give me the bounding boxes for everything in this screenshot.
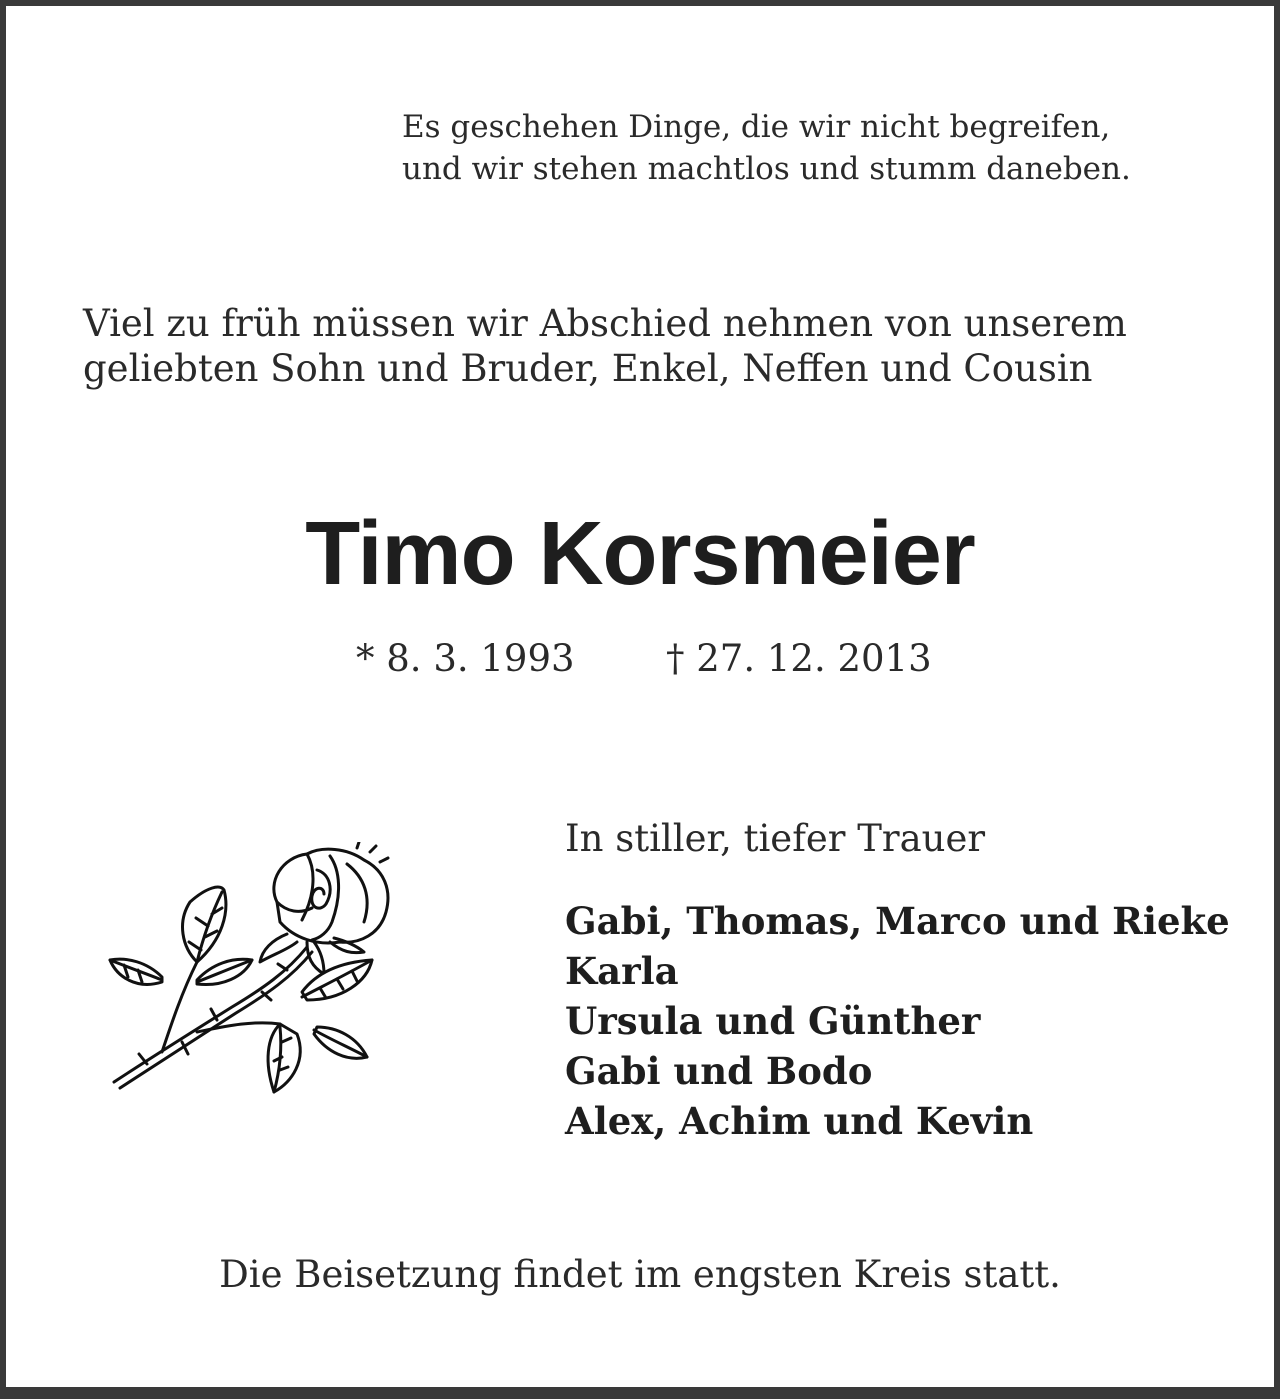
- rose-icon: [102, 842, 402, 1114]
- mourner-line: Gabi und Bodo: [565, 1049, 873, 1093]
- obituary-notice: [6, 6, 1274, 1387]
- burial-note: Die Beisetzung findet im engsten Kreis statt.: [219, 1253, 1061, 1296]
- death-date: † 27. 12. 2013: [666, 637, 932, 680]
- intro-line-1: Viel zu früh müssen wir Abschied nehmen von unserem: [83, 302, 1127, 345]
- intro-line-2: geliebten Sohn und Bruder, Enkel, Neffen und Cousin: [83, 347, 1093, 390]
- mourner-line: Ursula und Günther: [565, 999, 981, 1043]
- motto-line-2: und wir stehen machtlos und stumm daneben.: [402, 151, 1131, 187]
- mourning-label: In stiller, tiefer Trauer: [565, 817, 986, 860]
- intro-text: [83, 301, 1243, 391]
- motto-quote: [402, 106, 1232, 190]
- deceased-name: Timo Korsmeier: [305, 504, 975, 604]
- mourner-line: Karla: [565, 949, 679, 993]
- mourners-list: [565, 896, 1265, 1146]
- birth-date: * 8. 3. 1993: [356, 637, 575, 680]
- motto-line-1: Es geschehen Dinge, die wir nicht begreifen,: [402, 109, 1111, 145]
- mourner-line: Alex, Achim und Kevin: [565, 1099, 1034, 1143]
- mourner-line: Gabi, Thomas, Marco und Rieke: [565, 899, 1230, 943]
